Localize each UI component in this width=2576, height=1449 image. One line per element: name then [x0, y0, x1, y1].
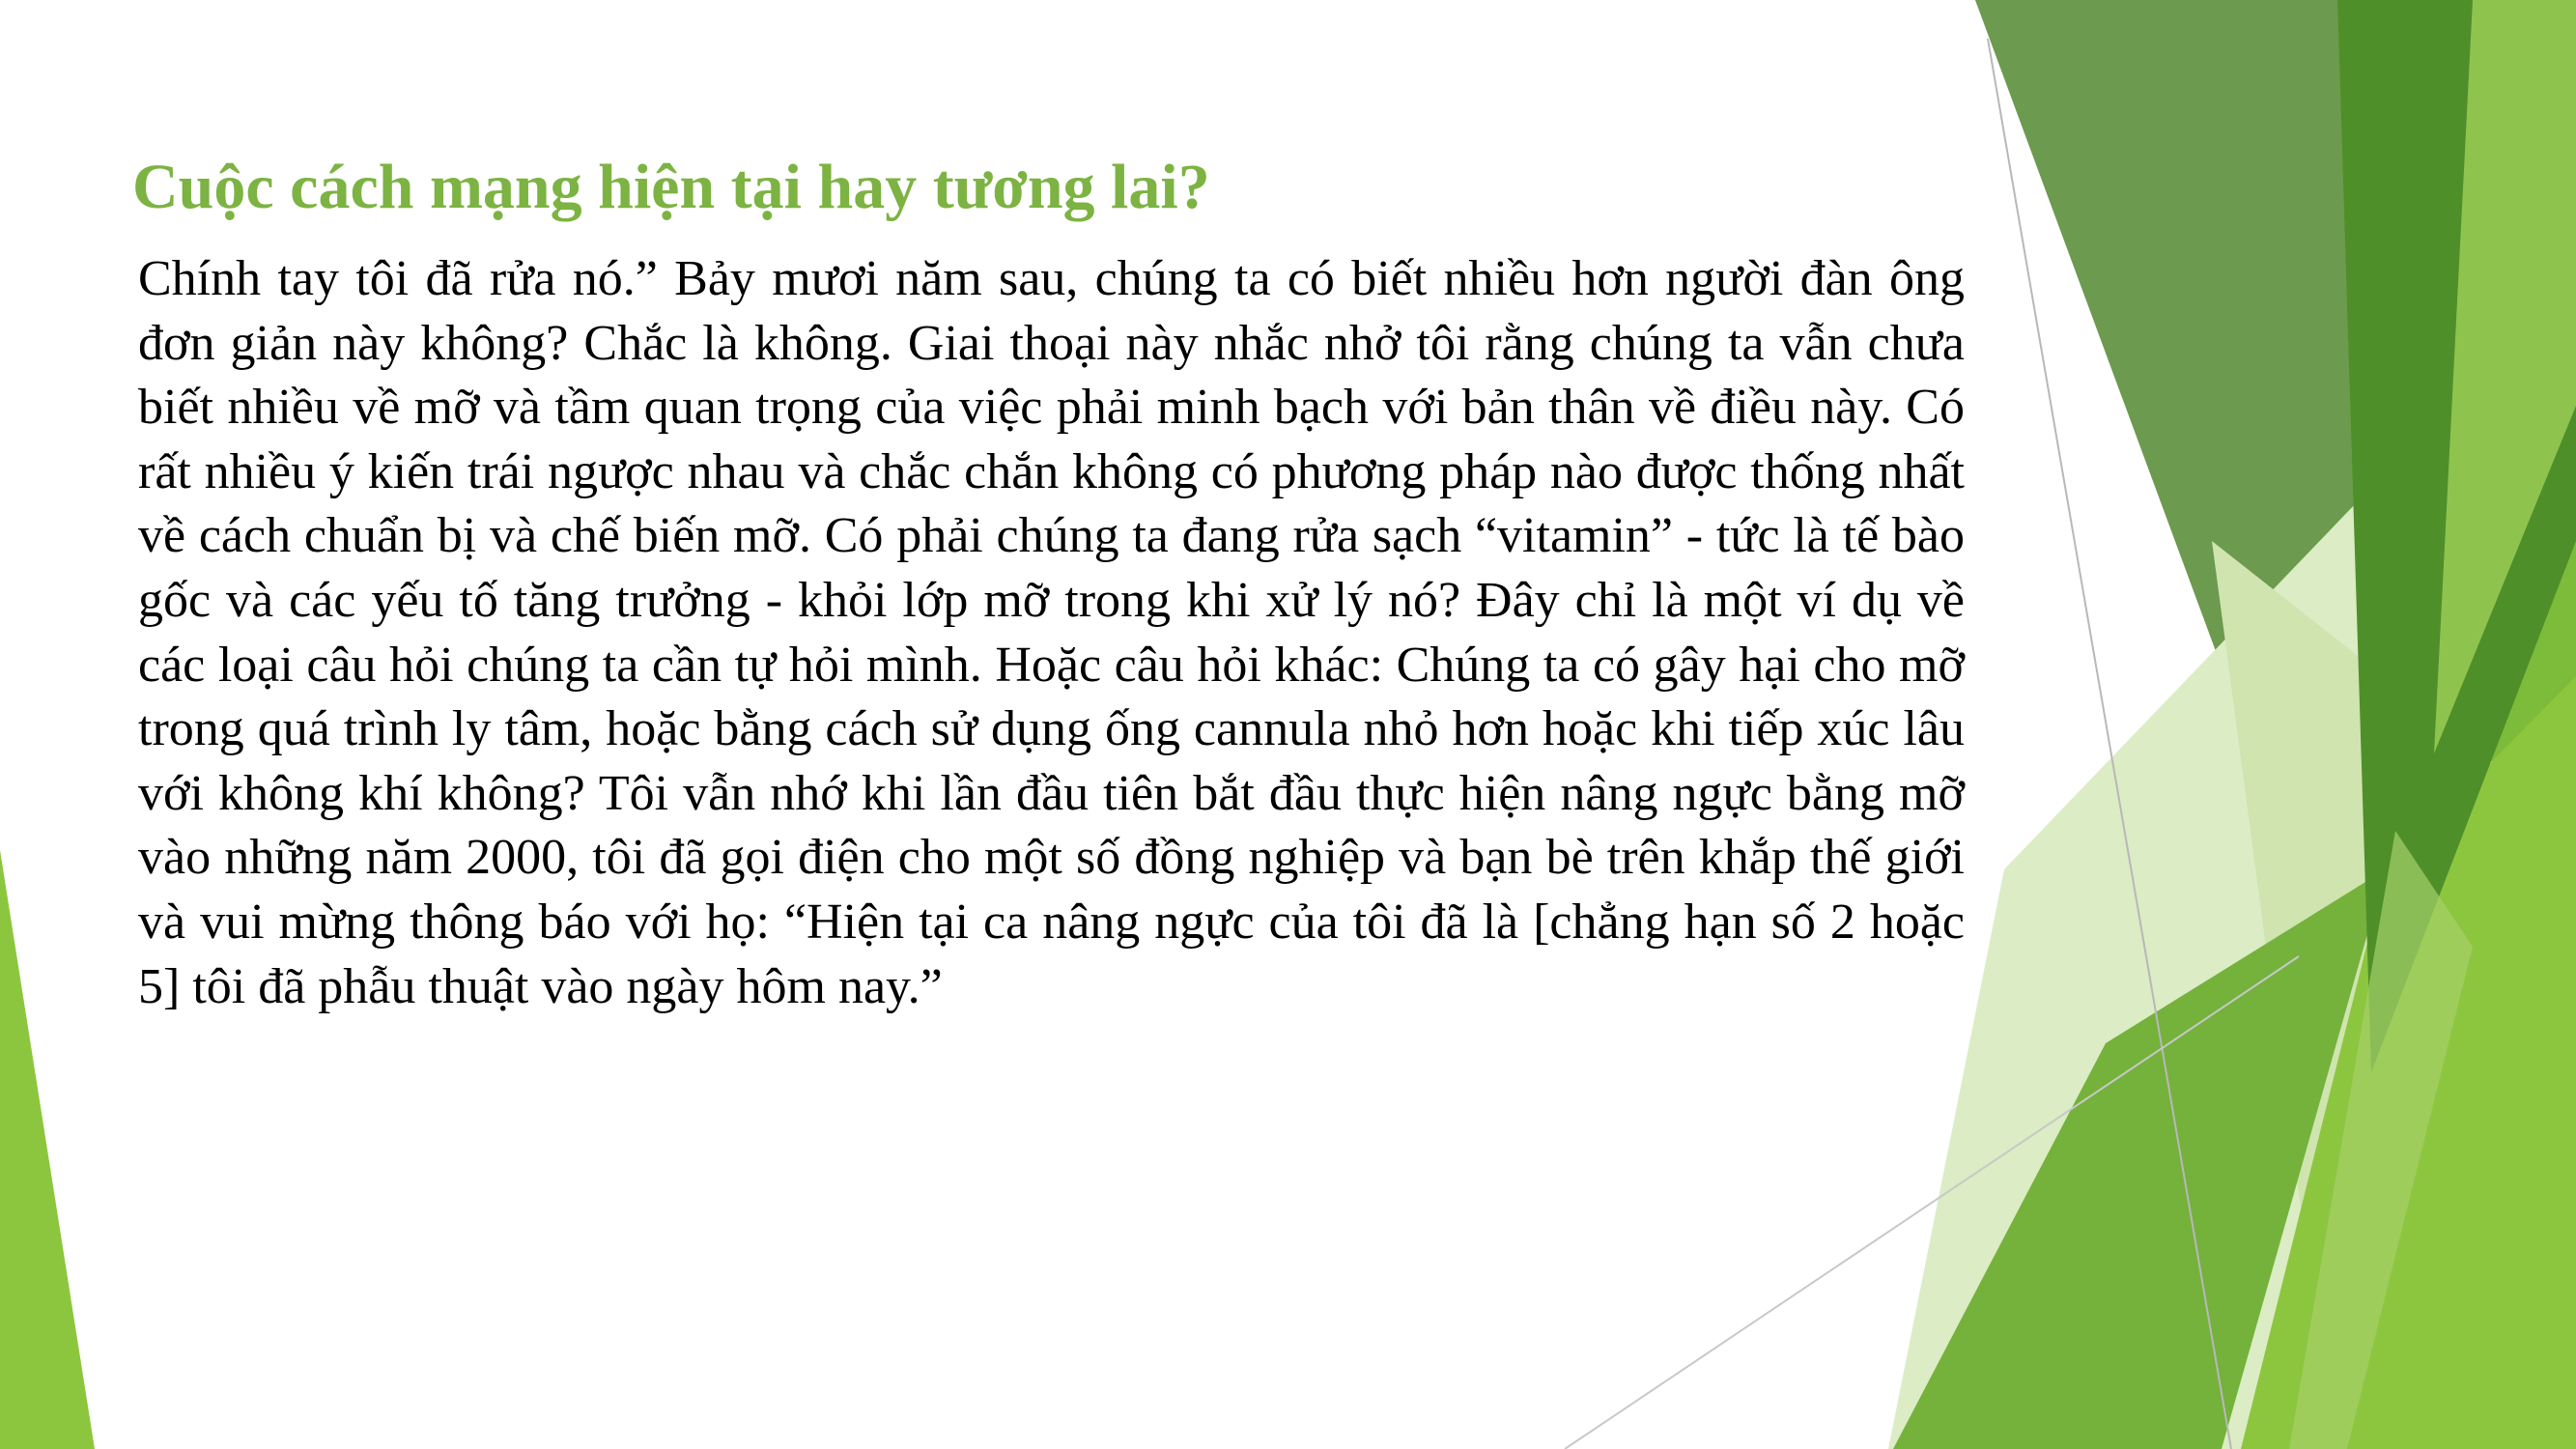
left-green-shape — [0, 850, 95, 1449]
slide-body-text: Chính tay tôi đã rửa nó.” Bảy mươi năm sau, chúng ta có biết nhiều hơn người đàn ông đơn giản này không? Chắc là không. Giai thoại này nhắc nhở tôi rằng chúng ta vẫn chưa biết nhiều về mỡ và tầm quan trọng của việc phải minh bạch với bản thân về điều này. Có rất nhiều ý kiến trái ngược nhau và chắc chắn không có phương pháp nào được thống nhất về cách chuẩn bị và chế biến mỡ. Có phải chúng ta đang rửa sạch “vitamin” - tức là tế bào gốc và các yếu tố tăng trưởng - khỏi lớp mỡ trong khi xử lý nó? Đây chỉ là một ví dụ về các loại câu hỏi chúng ta cần tự hỏi mình. Hoặc câu hỏi khác: Chúng ta có gây hại cho mỡ trong quá trình ly tâm, hoặc bằng cách sử dụng ống cannula nhỏ hơn hoặc khi tiếp xúc lâu với không khí không? Tôi vẫn nhớ khi lần đầu tiên bắt đầu thực hiện nâng ngực bằng mỡ vào những năm 2000, tôi đã gọi điện cho một số đồng nghiệp và bạn bè trên khắp thế giới và vui mừng thông báo với họ: “Hiện tại ca nâng ngực của tôi đã là [chẳng hạn số 2 hoặc 5] tôi đã phẫu thuật vào ngày hôm nay.” — [138, 251, 1965, 1014]
slide-title: Cuộc cách mạng hiện tại hay tương lai? — [132, 152, 1210, 222]
